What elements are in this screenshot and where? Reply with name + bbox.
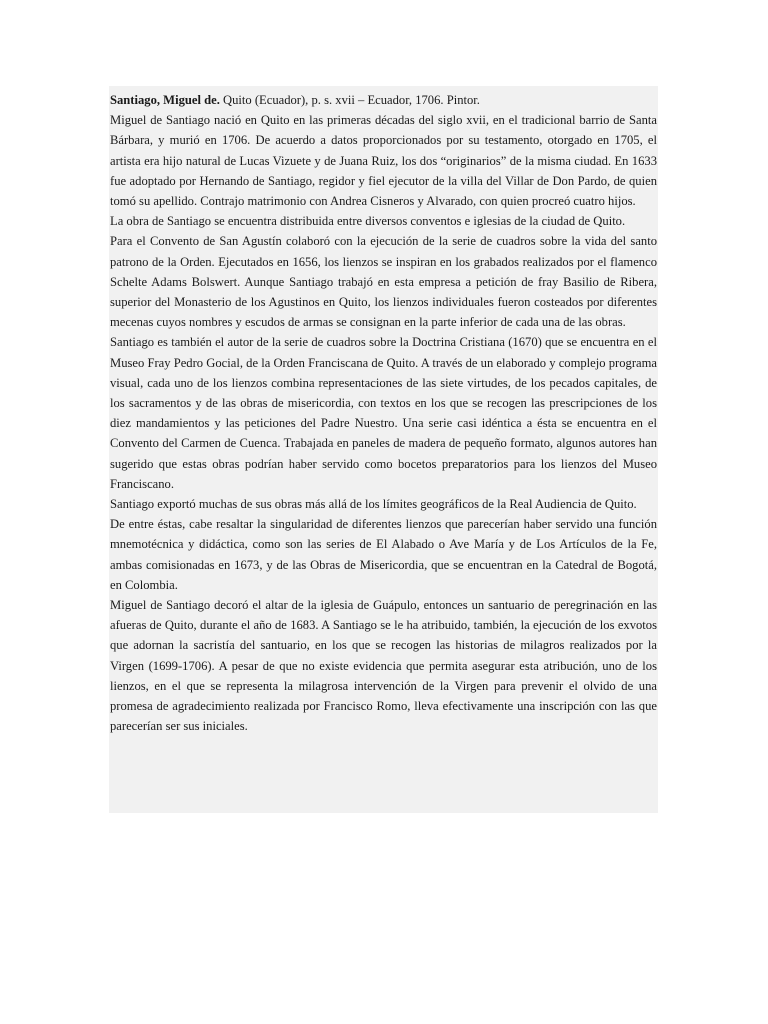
paragraph-bogota-series: De entre éstas, cabe resaltar la singularidad de diferentes lienzos que parecerían haber servido una función mnemotécnica y didáctica, como son las series de El Alabado o Ave María y de Los Artículos de la Fe, ambas comisionadas en 1673, y de las Obras de Misericordia, que se encuentran en la Catedral de Bogotá, en Colombia. — [110, 517, 657, 592]
paragraph-exports: Santiago exportó muchas de sus obras más allá de los límites geográficos de la Real Audiencia de Quito. — [110, 497, 637, 512]
entry-name: Santiago, Miguel de. — [110, 93, 220, 107]
biography-text-block — [109, 86, 658, 813]
paragraph-san-agustin: Para el Convento de San Agustín colaboró con la ejecución de la serie de cuadros sobre la vida del santo patrono de la Orden. Ejecutados en 1656, los lienzos se inspiran en los grabados realizados por el flamenco Schelte Adams Bolswert. Aunque Santiago trabajó en esta empresa a petición de fray Basilio de Ribera, superior del Monasterio de los Agustinos en Quito, los lienzos individuales fueron costeados por diferentes mecenas cuyos nombres y escudos de armas se consignan en la parte inferior de cada una de las obras. — [110, 234, 657, 330]
paragraph-doctrina-cristiana: Santiago es también el autor de la serie de cuadros sobre la Doctrina Cristiana (1670) que se encuentra en el Museo Fray Pedro Gocial, de la Orden Franciscana de Quito. A través de un elaborado y complejo programa visual, cada uno de los lienzos combina representaciones de las siete virtudes, de los pecados capitales, de los sacramentos y de las obras de misericordia, con textos en los que se recogen las prescripciones de los diez mandamientos y las peticiones del Padre Nuestro. Una serie casi idéntica a ésta se encuentra en el Convento del Carmen de Cuenca. Trabajada en paneles de madera de pequeño formato, algunos autores han sugerido que estas obras podrían haber servido como bocetos preparatorios para los lienzos del Museo Franciscano. — [110, 335, 657, 491]
entry-summary: Quito (Ecuador), p. s. xvii – Ecuador, 1706. Pintor. — [219, 93, 480, 107]
paragraph-works-distribution: La obra de Santiago se encuentra distribuida entre diversos conventos e iglesias de la ciudad de Quito. — [110, 214, 626, 229]
paragraph-birth-family: Miguel de Santiago nació en Quito en las primeras décadas del siglo xvii, en el tradicional barrio de Santa Bárbara, y murió en 1706. De acuerdo a datos proporcionados por su testamento, otorgado en 1705, el artista era hijo natural de Lucas Vizuete y de Juana Ruiz, los dos “originarios” de la misma ciudad. En 1633 fue adoptado por Hernando de Santiago, regidor y fiel ejecutor de la villa del Villar de Don Pardo, de quien tomó su apellido. Contrajo matrimonio con Andrea Cisneros y Alvarado, con quien procreó cuatro hijos. — [110, 113, 657, 209]
paragraph-guapulo: Miguel de Santiago decoró el altar de la iglesia de Guápulo, entonces un santuario de peregrinación en las afueras de Quito, durante el año de 1683. A Santiago se le ha atribuido, también, la ejecución de los exvotos que adornan la sacristía del santuario, en los que se recogen las historias de milagros realizados por la Virgen (1699-1706). A pesar de que no existe evidencia que permita asegurar esta atribución, uno de los lienzos, en el que se representa la milagrosa intervención de la Virgen para prevenir el olvido de una promesa de agradecimiento realizada por Francisco Romo, lleva efectivamente una inscripción con las que parecerían ser sus iniciales. — [110, 598, 657, 734]
entry-heading — [110, 90, 657, 110]
